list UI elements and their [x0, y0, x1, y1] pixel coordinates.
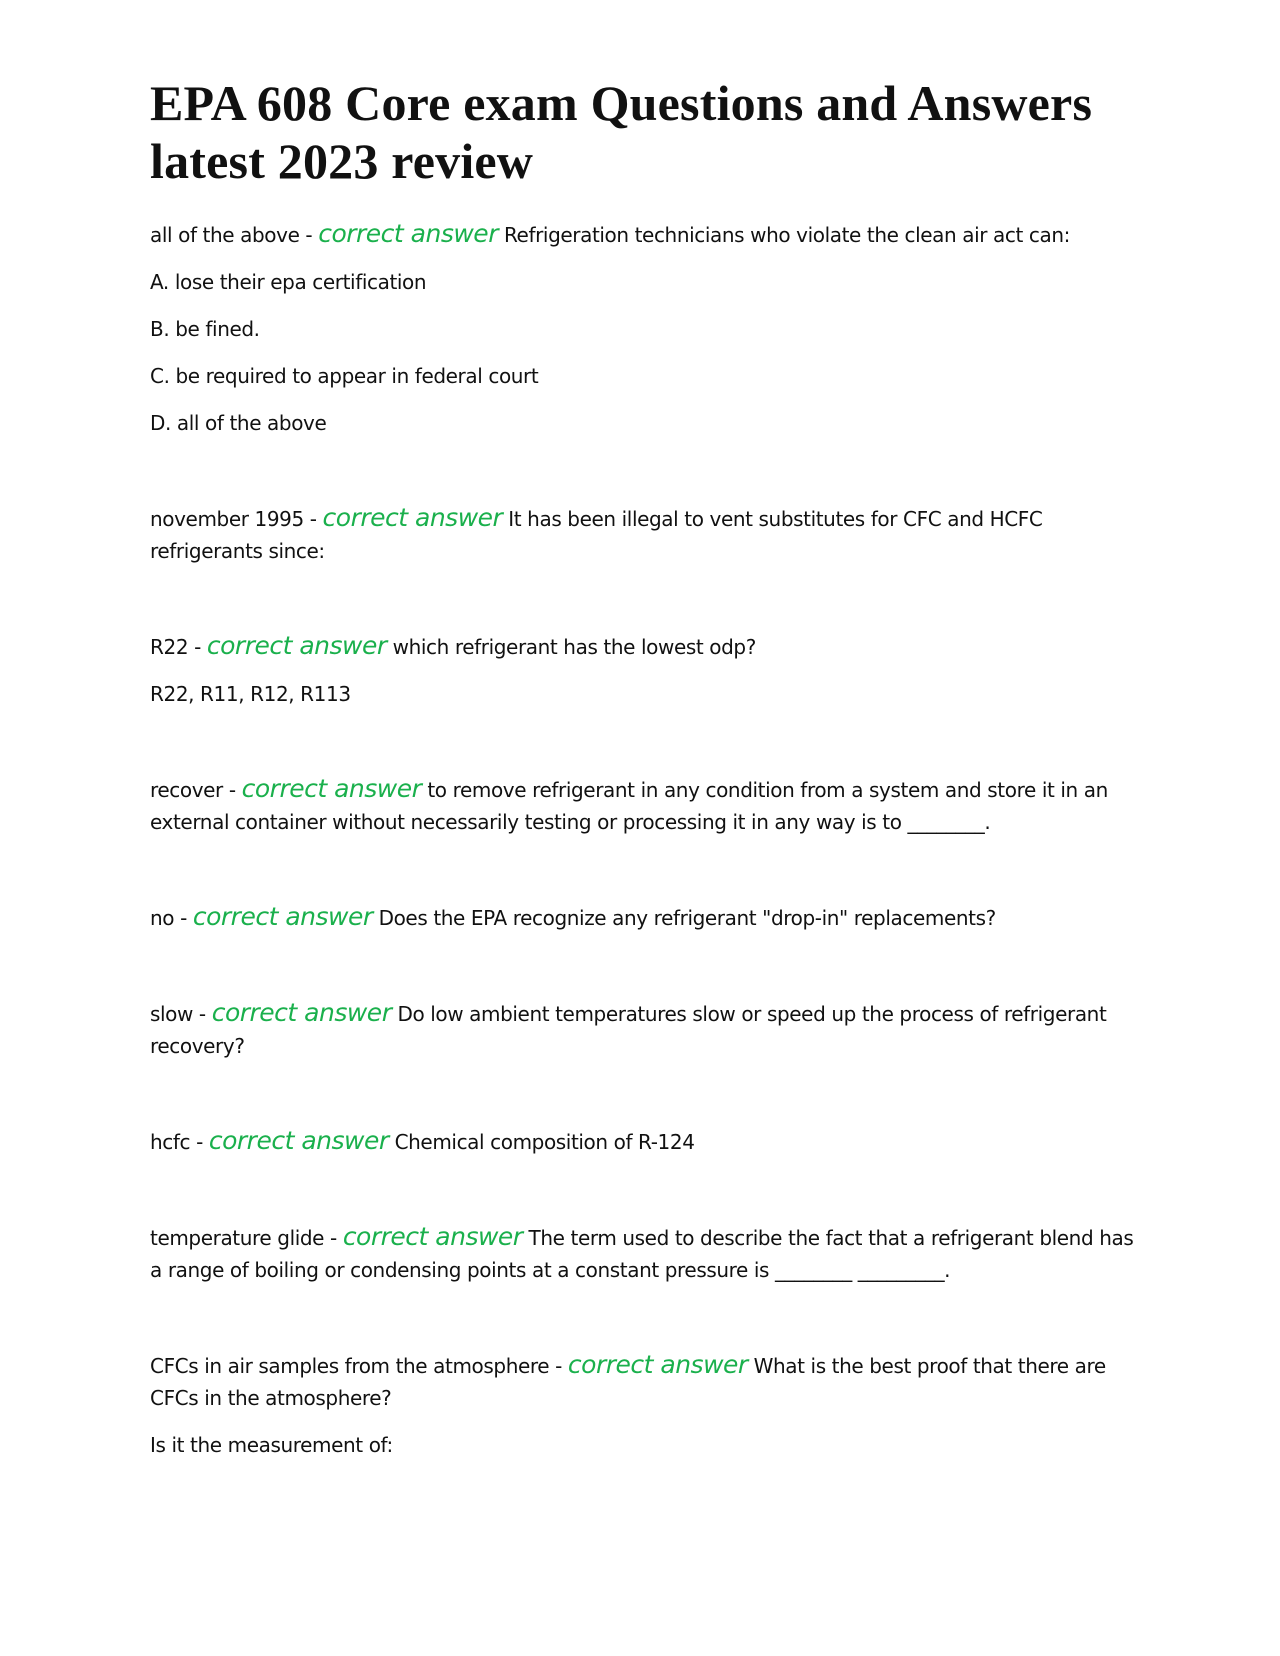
question-text: Refrigeration technicians who violate the clean air act can: [497, 223, 1070, 247]
qa-item [150, 901, 1140, 934]
answer-text: slow - [150, 1002, 212, 1026]
qa-item [150, 1221, 1140, 1286]
answer-text: recover - [150, 778, 242, 802]
question-text: It has been illegal to vent substitutes for CFC and HCFC refrigerants since: [150, 507, 1043, 563]
question-text: Chemical composition of R-124 [388, 1130, 695, 1154]
answer-text: CFCs in air samples from the atmosphere - [150, 1354, 568, 1378]
question-text: The term used to describe the fact that a refrigerant blend has a range of boiling or condensing points at a constant pressure is ________ _________. [150, 1226, 1134, 1282]
title-line-1: EPA 608 Core exam Questions and Answers [150, 75, 1093, 131]
option-text: C. be required to appear in federal court [150, 364, 539, 388]
correct-answer-label: correct answer [322, 503, 503, 532]
option-text: R22, R11, R12, R113 [150, 682, 351, 706]
correct-answer-label: correct answer [342, 1222, 523, 1251]
correct-answer-label: correct answer [192, 902, 373, 931]
correct-answer-label: correct answer [567, 1350, 748, 1379]
qa-item [150, 502, 1140, 567]
answer-text: no - [150, 906, 193, 930]
qa-item [150, 1349, 1140, 1414]
qa-item [150, 630, 1140, 663]
question-text: What is the best proof that there are CFCs in the atmosphere? [150, 1354, 1106, 1410]
qa-item [150, 773, 1140, 838]
option-text: D. all of the above [150, 411, 327, 435]
answer-text: all of the above - [150, 223, 319, 247]
answer-text: R22 - [150, 635, 207, 659]
correct-answer-label: correct answer [241, 774, 422, 803]
answer-text: hcfc - [150, 1130, 209, 1154]
document-title [150, 74, 1140, 190]
qa-item [150, 997, 1140, 1062]
question-text: which refrigerant has the lowest odp? [386, 635, 756, 659]
correct-answer-label: correct answer [318, 219, 498, 248]
option-text: Is it the measurement of: [150, 1433, 393, 1457]
correct-answer-label: correct answer [211, 998, 392, 1027]
correct-answer-label: correct answer [206, 631, 387, 660]
option-text: A. lose their epa certification [150, 270, 427, 294]
option-text: B. be fined. [150, 317, 260, 341]
answer-text: temperature glide - [150, 1226, 343, 1250]
question-text: to remove refrigerant in any condition from a system and store it in an external container without necessarily testing or processing it in any way is to ________. [150, 778, 1108, 834]
answer-text: november 1995 - [150, 507, 323, 531]
document-page [150, 74, 1140, 1476]
correct-answer-label: correct answer [208, 1126, 389, 1155]
qa-item [150, 218, 1140, 251]
question-text: Do low ambient temperatures slow or speed up the process of refrigerant recovery? [150, 1002, 1107, 1058]
qa-item [150, 1125, 1140, 1158]
question-text: Does the EPA recognize any refrigerant "drop-in" replacements? [372, 906, 996, 930]
title-line-2: latest 2023 review [150, 133, 534, 189]
